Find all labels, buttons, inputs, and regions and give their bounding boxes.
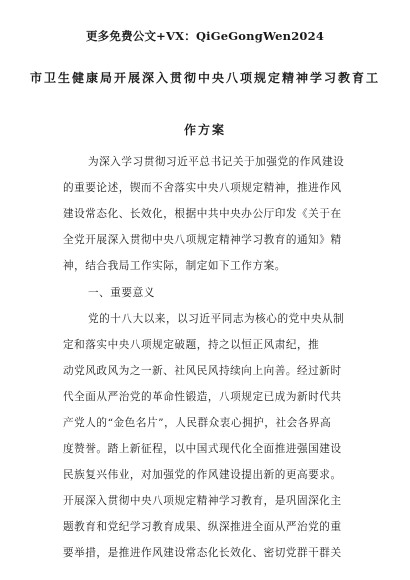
paragraph-line: 为深入学习贯彻习近平总书记关于加强党的作风建设 xyxy=(88,156,345,168)
paragraph-line: 代全面从严治党的革命性锻造，八项规定已成为新时代共 xyxy=(63,391,342,403)
paragraph-line: 定和落实中央八项规定破题，持之以恒正风肃纪，推 xyxy=(63,339,320,351)
paragraph-line: 题教育和党纪学习教育成果、纵深推进全面从严治党的重 xyxy=(63,521,342,533)
paragraph-line: 开展深入贯彻中央八项规定精神学习教育，是巩固深化主 xyxy=(63,495,342,507)
document-title-line-1: 市卫生健康局开展深入贯彻中央八项规定精神学习教育工 xyxy=(29,71,380,85)
section-heading: 一、重要意义 xyxy=(88,287,155,299)
paragraph-line: 党的十八大以来，以习近平同志为核心的党中央从制 xyxy=(88,313,345,325)
document-title-line-2: 作方案 xyxy=(183,123,226,137)
paragraph-line: 产党人的“金色名片”，人民群众衷心拥护，社会各界高 xyxy=(63,417,332,429)
paragraph-line: 动党风政风为之一新、社风民风持续向上向善。经过新时 xyxy=(63,365,342,377)
paragraph-line: 度赞誉。踏上新征程，以中国式现代化全面推进强国建设 xyxy=(63,443,342,455)
paragraph-line: 全党开展深入贯彻中央八项规定精神学习教育的通知》精 xyxy=(63,234,342,246)
paragraph-line: 的重要论述，锲而不舍落实中央八项规定精神，推进作风 xyxy=(63,182,342,194)
paragraph-line: 神，结合我局工作实际，制定如下工作方案。 xyxy=(63,260,286,272)
paragraph-line: 要举措，是推进作风建设常态化长效化、密切党群干群关 xyxy=(63,547,342,559)
paragraph-line: 民族复兴伟业，对加强党的作风建设提出新的更高要求。 xyxy=(63,469,342,481)
paragraph-line: 建设常态化、长效化，根据中共中央办公厅印发《关于在 xyxy=(63,208,342,220)
header-watermark-text: 更多免费公文+VX：QiGeGongWen2024 xyxy=(85,29,325,43)
